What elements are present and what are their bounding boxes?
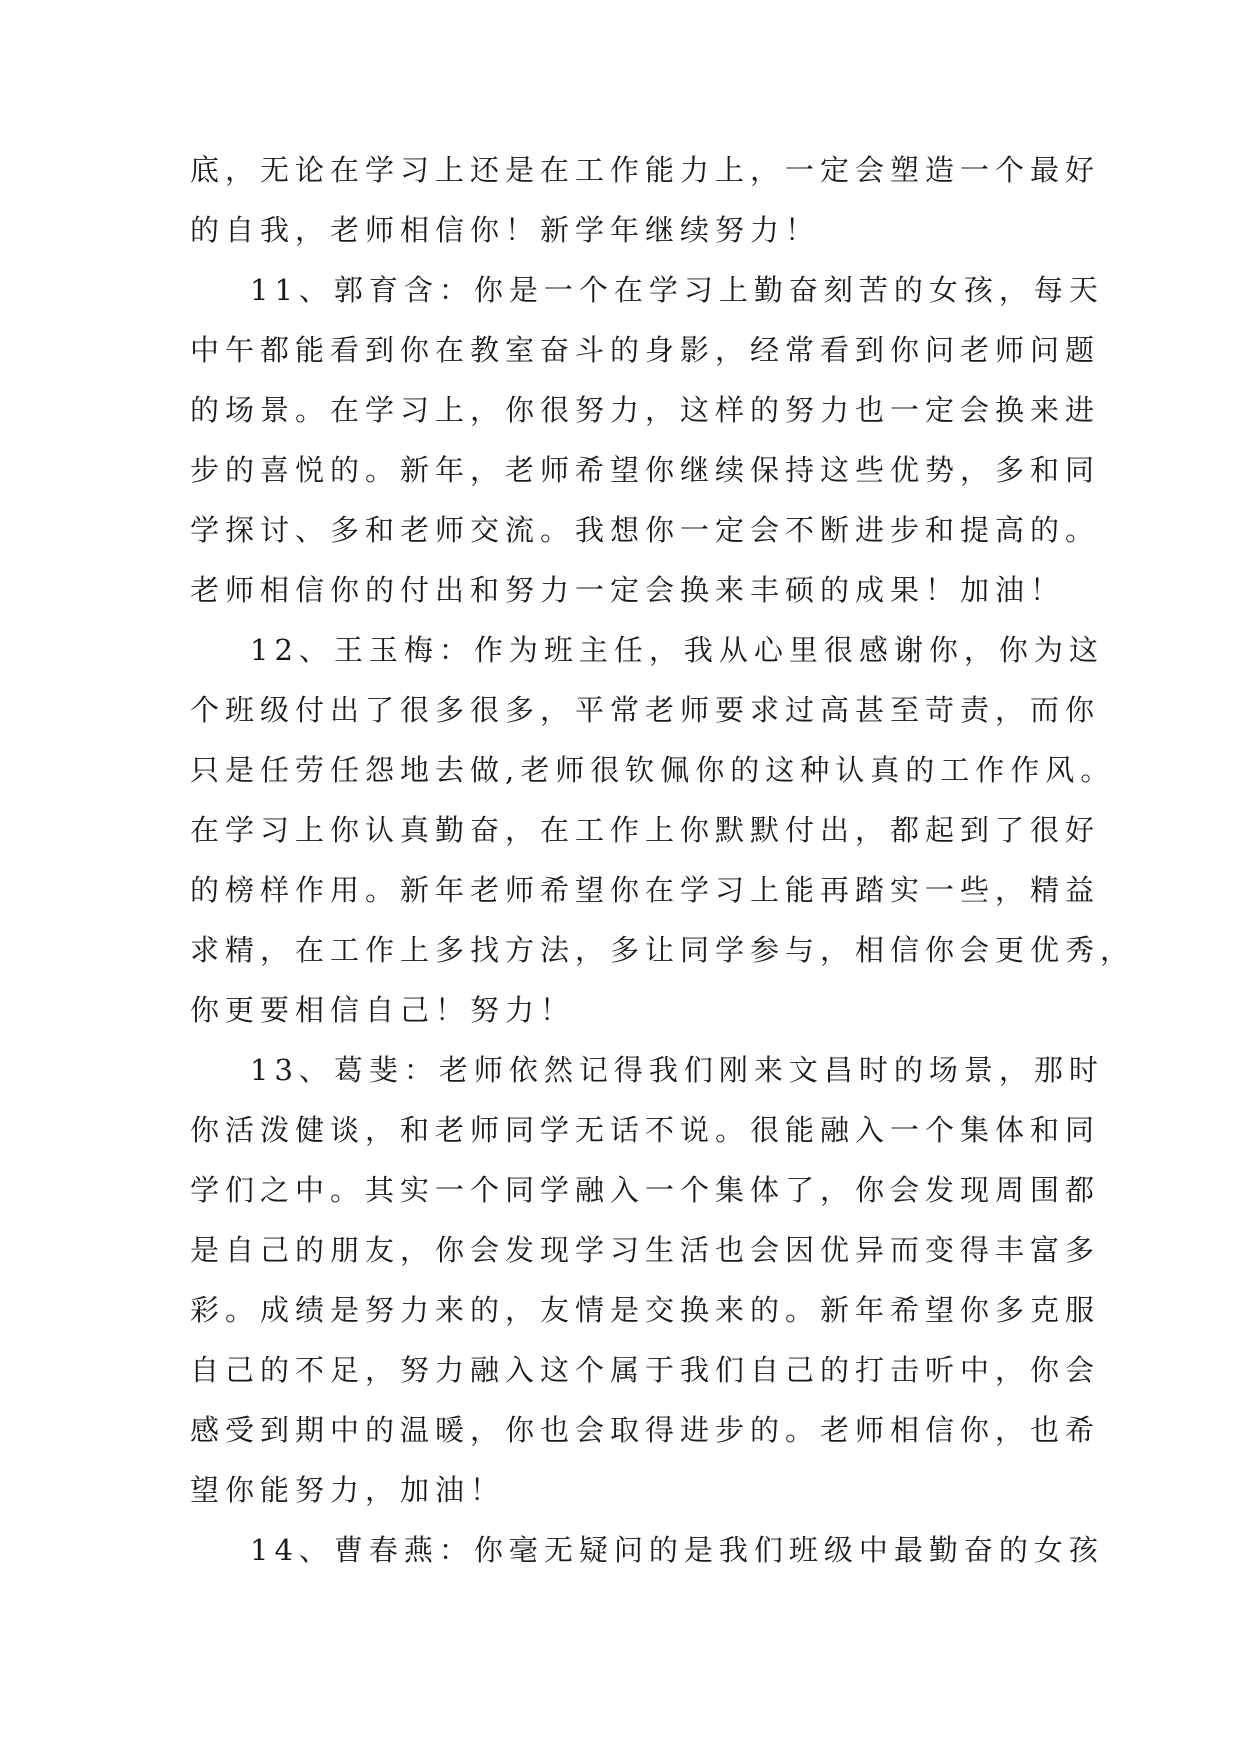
text-line: 步的喜悦的。新年，老师希望你继续保持这些优势，多和同: [190, 453, 1101, 487]
text-line: 的场景。在学习上，你很努力，这样的努力也一定会换来进: [190, 393, 1101, 427]
text-line: 个班级付出了很多很多，平常老师要求过高甚至苛责，而你: [190, 693, 1101, 727]
text-line: 中午都能看到你在教室奋斗的身影，经常看到你问老师问题: [190, 333, 1101, 367]
paragraph-start-13: 13、葛斐：老师依然记得我们刚来文昌时的场景，那时: [250, 1053, 1104, 1087]
text-line: 老师相信你的付出和努力一定会换来丰硕的成果！加油！: [190, 573, 1066, 607]
text-line: 只是任劳任怨地去做,老师很钦佩你的这种认真的工作作风。: [190, 753, 1116, 787]
text-line: 底，无论在学习上还是在工作能力上，一定会塑造一个最好: [190, 153, 1101, 187]
paragraph-start-11: 11、郭育含：你是一个在学习上勤奋刻苦的女孩，每天: [250, 273, 1104, 307]
text-line: 彩。成绩是努力来的，友情是交换来的。新年希望你多克服: [190, 1293, 1101, 1327]
text-line: 的榜样作用。新年老师希望你在学习上能再踏实一些，精益: [190, 873, 1101, 907]
text-line: 感受到期中的温暖，你也会取得进步的。老师相信你，也希: [190, 1413, 1101, 1447]
text-line: 学探讨、多和老师交流。我想你一定会不断进步和提高的。: [190, 513, 1101, 547]
text-line: 自己的不足，努力融入这个属于我们自己的打击听中，你会: [190, 1353, 1101, 1387]
text-line: 的自我，老师相信你！新学年继续努力！: [190, 213, 821, 247]
paragraph-start-14: 14、曹春燕：你毫无疑问的是我们班级中最勤奋的女孩: [250, 1533, 1104, 1567]
text-line: 望你能努力，加油！: [190, 1473, 506, 1507]
text-line: 学们之中。其实一个同学融入一个集体了，你会发现周围都: [190, 1173, 1101, 1207]
text-line: 在学习上你认真勤奋，在工作上你默默付出，都起到了很好: [190, 813, 1101, 847]
text-line: 是自己的朋友，你会发现学习生活也会因优异而变得丰富多: [190, 1233, 1101, 1267]
paragraph-start-12: 12、王玉梅：作为班主任，我从心里很感谢你，你为这: [250, 633, 1104, 667]
text-line: 求精，在工作上多找方法，多让同学参与，相信你会更优秀，: [190, 933, 1136, 967]
text-line: 你更要相信自己！努力！: [190, 993, 576, 1027]
text-line: 你活泼健谈，和老师同学无话不说。很能融入一个集体和同: [190, 1113, 1101, 1147]
